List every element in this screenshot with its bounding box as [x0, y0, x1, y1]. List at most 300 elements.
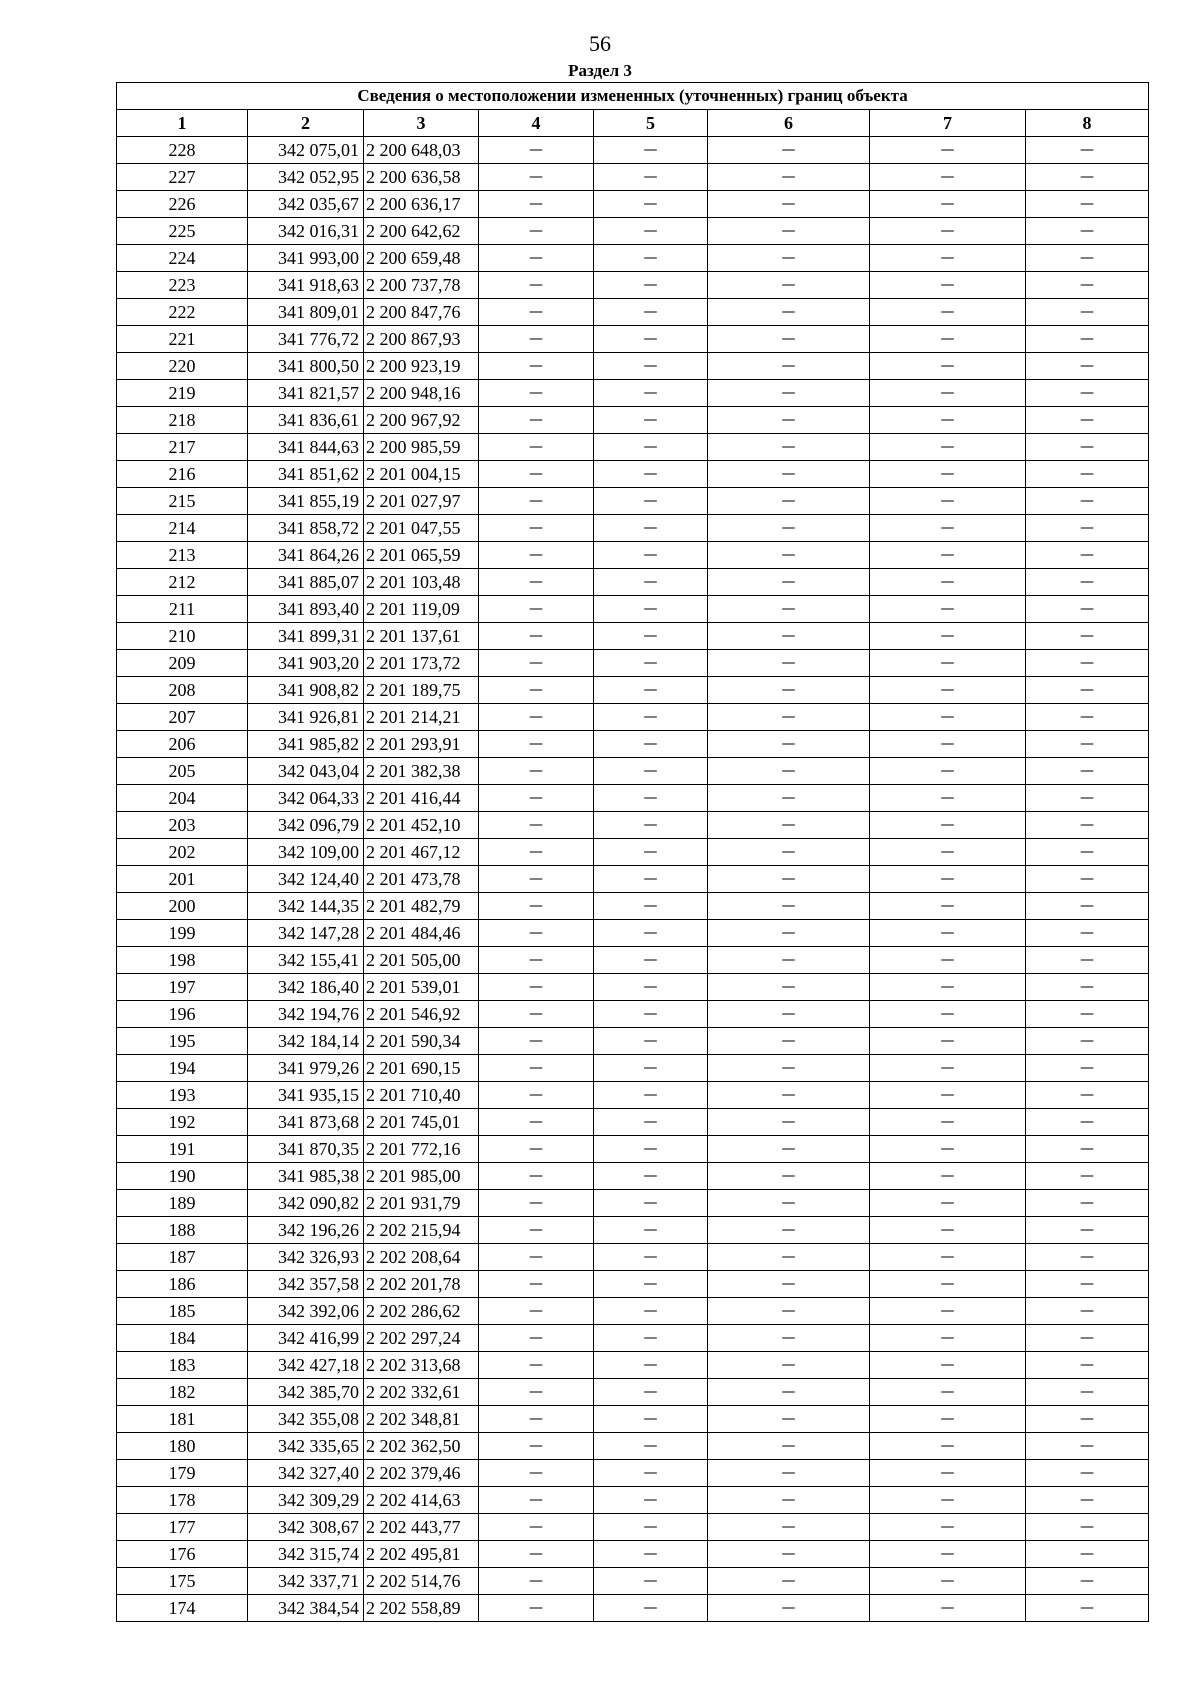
coordinate-y-cell: 2 201 189,75 [364, 677, 479, 704]
point-number-cell: 222 [117, 299, 248, 326]
coordinate-y-cell: 2 201 137,61 [364, 623, 479, 650]
empty-value-cell: — [708, 947, 870, 974]
coordinate-x-cell: 342 384,54 [248, 1595, 364, 1622]
table-row [117, 785, 1149, 812]
empty-value-cell: — [708, 866, 870, 893]
empty-value-cell: — [594, 1406, 708, 1433]
empty-value-cell: — [479, 704, 594, 731]
empty-value-cell: — [1026, 947, 1149, 974]
coordinate-x-cell: 341 873,68 [248, 1109, 364, 1136]
empty-value-cell: — [1026, 1244, 1149, 1271]
empty-value-cell: — [708, 434, 870, 461]
empty-value-cell: — [870, 1406, 1026, 1433]
coordinate-x-cell: 342 326,93 [248, 1244, 364, 1271]
coordinate-y-cell: 2 201 065,59 [364, 542, 479, 569]
table-row [117, 164, 1149, 191]
empty-value-cell: — [479, 515, 594, 542]
empty-value-cell: — [594, 758, 708, 785]
empty-value-cell: — [1026, 380, 1149, 407]
point-number-cell: 226 [117, 191, 248, 218]
empty-value-cell: — [708, 164, 870, 191]
empty-value-cell: — [479, 380, 594, 407]
empty-value-cell: — [594, 272, 708, 299]
empty-value-cell: — [1026, 353, 1149, 380]
empty-value-cell: — [870, 1136, 1026, 1163]
table-row [117, 434, 1149, 461]
empty-value-cell: — [708, 1595, 870, 1622]
table-row [117, 1271, 1149, 1298]
empty-value-cell: — [1026, 704, 1149, 731]
empty-value-cell: — [479, 272, 594, 299]
empty-value-cell: — [1026, 866, 1149, 893]
empty-value-cell: — [1026, 137, 1149, 164]
point-number-cell: 191 [117, 1136, 248, 1163]
coordinate-y-cell: 2 202 208,64 [364, 1244, 479, 1271]
empty-value-cell: — [1026, 461, 1149, 488]
empty-value-cell: — [1026, 1001, 1149, 1028]
empty-value-cell: — [594, 515, 708, 542]
table-row [117, 839, 1149, 866]
empty-value-cell: — [870, 407, 1026, 434]
empty-value-cell: — [1026, 218, 1149, 245]
empty-value-cell: — [594, 218, 708, 245]
empty-value-cell: — [708, 542, 870, 569]
empty-value-cell: — [479, 245, 594, 272]
coordinate-x-cell: 341 893,40 [248, 596, 364, 623]
column-header-7: 7 [870, 110, 1026, 137]
empty-value-cell: — [594, 434, 708, 461]
empty-value-cell: — [870, 245, 1026, 272]
table-row [117, 1487, 1149, 1514]
empty-value-cell: — [870, 1082, 1026, 1109]
coordinate-y-cell: 2 200 985,59 [364, 434, 479, 461]
empty-value-cell: — [870, 1433, 1026, 1460]
coordinate-x-cell: 342 196,26 [248, 1217, 364, 1244]
empty-value-cell: — [479, 1595, 594, 1622]
empty-value-cell: — [594, 407, 708, 434]
empty-value-cell: — [708, 1433, 870, 1460]
coordinate-y-cell: 2 201 473,78 [364, 866, 479, 893]
coordinate-y-cell: 2 200 948,16 [364, 380, 479, 407]
coordinate-y-cell: 2 201 047,55 [364, 515, 479, 542]
empty-value-cell: — [594, 920, 708, 947]
column-header-row [117, 110, 1149, 137]
empty-value-cell: — [479, 569, 594, 596]
coordinate-x-cell: 341 985,82 [248, 731, 364, 758]
empty-value-cell: — [594, 596, 708, 623]
empty-value-cell: — [594, 866, 708, 893]
column-header-2: 2 [248, 110, 364, 137]
coordinate-y-cell: 2 202 332,61 [364, 1379, 479, 1406]
table-row [117, 191, 1149, 218]
coordinate-x-cell: 341 870,35 [248, 1136, 364, 1163]
empty-value-cell: — [870, 893, 1026, 920]
point-number-cell: 224 [117, 245, 248, 272]
point-number-cell: 197 [117, 974, 248, 1001]
coordinate-x-cell: 341 855,19 [248, 488, 364, 515]
empty-value-cell: — [594, 1379, 708, 1406]
point-number-cell: 184 [117, 1325, 248, 1352]
table-row [117, 1541, 1149, 1568]
empty-value-cell: — [479, 1352, 594, 1379]
point-number-cell: 208 [117, 677, 248, 704]
empty-value-cell: — [708, 353, 870, 380]
table-row [117, 1379, 1149, 1406]
point-number-cell: 177 [117, 1514, 248, 1541]
coordinate-y-cell: 2 201 027,97 [364, 488, 479, 515]
coordinate-x-cell: 341 858,72 [248, 515, 364, 542]
empty-value-cell: — [594, 1136, 708, 1163]
coordinate-x-cell: 342 337,71 [248, 1568, 364, 1595]
coordinate-y-cell: 2 200 867,93 [364, 326, 479, 353]
empty-value-cell: — [708, 1082, 870, 1109]
point-number-cell: 201 [117, 866, 248, 893]
empty-value-cell: — [594, 1568, 708, 1595]
coordinate-x-cell: 342 184,14 [248, 1028, 364, 1055]
empty-value-cell: — [479, 812, 594, 839]
table-row [117, 974, 1149, 1001]
coordinate-y-cell: 2 201 293,91 [364, 731, 479, 758]
coordinate-x-cell: 341 864,26 [248, 542, 364, 569]
empty-value-cell: — [594, 1433, 708, 1460]
coordinate-y-cell: 2 202 286,62 [364, 1298, 479, 1325]
point-number-cell: 228 [117, 137, 248, 164]
empty-value-cell: — [594, 353, 708, 380]
table-row [117, 353, 1149, 380]
empty-value-cell: — [479, 1433, 594, 1460]
coordinate-x-cell: 342 147,28 [248, 920, 364, 947]
table-row [117, 866, 1149, 893]
empty-value-cell: — [870, 1298, 1026, 1325]
point-number-cell: 190 [117, 1163, 248, 1190]
empty-value-cell: — [708, 407, 870, 434]
empty-value-cell: — [870, 299, 1026, 326]
coordinate-y-cell: 2 200 659,48 [364, 245, 479, 272]
empty-value-cell: — [479, 650, 594, 677]
coordinate-x-cell: 341 979,26 [248, 1055, 364, 1082]
table-row [117, 758, 1149, 785]
point-number-cell: 213 [117, 542, 248, 569]
table-row [117, 1298, 1149, 1325]
empty-value-cell: — [708, 1487, 870, 1514]
empty-value-cell: — [479, 758, 594, 785]
coordinate-x-cell: 342 194,76 [248, 1001, 364, 1028]
empty-value-cell: — [870, 812, 1026, 839]
empty-value-cell: — [708, 704, 870, 731]
empty-value-cell: — [708, 1244, 870, 1271]
table-row [117, 488, 1149, 515]
empty-value-cell: — [1026, 1433, 1149, 1460]
empty-value-cell: — [870, 1001, 1026, 1028]
coordinate-y-cell: 2 200 636,58 [364, 164, 479, 191]
point-number-cell: 214 [117, 515, 248, 542]
empty-value-cell: — [479, 839, 594, 866]
table-row [117, 947, 1149, 974]
empty-value-cell: — [1026, 623, 1149, 650]
empty-value-cell: — [479, 1406, 594, 1433]
table-row [117, 461, 1149, 488]
table-row [117, 1001, 1149, 1028]
empty-value-cell: — [708, 1163, 870, 1190]
point-number-cell: 206 [117, 731, 248, 758]
point-number-cell: 199 [117, 920, 248, 947]
empty-value-cell: — [870, 1352, 1026, 1379]
empty-value-cell: — [870, 1244, 1026, 1271]
empty-value-cell: — [594, 1487, 708, 1514]
empty-value-cell: — [708, 1460, 870, 1487]
empty-value-cell: — [594, 623, 708, 650]
empty-value-cell: — [594, 974, 708, 1001]
empty-value-cell: — [594, 1271, 708, 1298]
empty-value-cell: — [479, 1028, 594, 1055]
empty-value-cell: — [870, 1163, 1026, 1190]
coordinate-x-cell: 342 392,06 [248, 1298, 364, 1325]
empty-value-cell: — [870, 137, 1026, 164]
empty-value-cell: — [479, 1460, 594, 1487]
coordinate-x-cell: 341 885,07 [248, 569, 364, 596]
point-number-cell: 188 [117, 1217, 248, 1244]
empty-value-cell: — [479, 974, 594, 1001]
empty-value-cell: — [708, 299, 870, 326]
empty-value-cell: — [1026, 731, 1149, 758]
empty-value-cell: — [1026, 785, 1149, 812]
coordinate-x-cell: 342 109,00 [248, 839, 364, 866]
table-row [117, 1460, 1149, 1487]
table-row [117, 137, 1149, 164]
point-number-cell: 189 [117, 1190, 248, 1217]
coordinate-x-cell: 341 926,81 [248, 704, 364, 731]
coordinate-y-cell: 2 201 745,01 [364, 1109, 479, 1136]
table-row [117, 812, 1149, 839]
column-header-6: 6 [708, 110, 870, 137]
coordinate-y-cell: 2 201 546,92 [364, 1001, 479, 1028]
point-number-cell: 223 [117, 272, 248, 299]
coordinate-x-cell: 342 355,08 [248, 1406, 364, 1433]
coordinate-y-cell: 2 201 484,46 [364, 920, 479, 947]
empty-value-cell: — [594, 1298, 708, 1325]
point-number-cell: 194 [117, 1055, 248, 1082]
table-row [117, 1325, 1149, 1352]
empty-value-cell: — [870, 596, 1026, 623]
point-number-cell: 198 [117, 947, 248, 974]
empty-value-cell: — [479, 893, 594, 920]
empty-value-cell: — [708, 326, 870, 353]
empty-value-cell: — [870, 623, 1026, 650]
empty-value-cell: — [594, 164, 708, 191]
table-row [117, 1055, 1149, 1082]
empty-value-cell: — [870, 461, 1026, 488]
coordinate-x-cell: 341 776,72 [248, 326, 364, 353]
empty-value-cell: — [870, 1514, 1026, 1541]
empty-value-cell: — [1026, 326, 1149, 353]
empty-value-cell: — [1026, 596, 1149, 623]
point-number-cell: 196 [117, 1001, 248, 1028]
empty-value-cell: — [479, 1541, 594, 1568]
empty-value-cell: — [479, 677, 594, 704]
empty-value-cell: — [594, 1460, 708, 1487]
table-row [117, 920, 1149, 947]
empty-value-cell: — [594, 1352, 708, 1379]
empty-value-cell: — [870, 1460, 1026, 1487]
coordinate-y-cell: 2 201 505,00 [364, 947, 479, 974]
empty-value-cell: — [1026, 974, 1149, 1001]
empty-value-cell: — [479, 1109, 594, 1136]
empty-value-cell: — [594, 704, 708, 731]
table-row [117, 1082, 1149, 1109]
point-number-cell: 227 [117, 164, 248, 191]
empty-value-cell: — [708, 623, 870, 650]
point-number-cell: 216 [117, 461, 248, 488]
point-number-cell: 174 [117, 1595, 248, 1622]
empty-value-cell: — [479, 1271, 594, 1298]
empty-value-cell: — [479, 1055, 594, 1082]
coordinate-x-cell: 341 821,57 [248, 380, 364, 407]
coordinate-x-cell: 341 809,01 [248, 299, 364, 326]
empty-value-cell: — [708, 920, 870, 947]
coordinate-y-cell: 2 201 539,01 [364, 974, 479, 1001]
empty-value-cell: — [1026, 245, 1149, 272]
coordinate-y-cell: 2 200 967,92 [364, 407, 479, 434]
empty-value-cell: — [1026, 1163, 1149, 1190]
empty-value-cell: — [870, 1379, 1026, 1406]
empty-value-cell: — [1026, 1217, 1149, 1244]
empty-value-cell: — [1026, 1298, 1149, 1325]
empty-value-cell: — [594, 191, 708, 218]
coordinate-x-cell: 342 155,41 [248, 947, 364, 974]
empty-value-cell: — [708, 785, 870, 812]
empty-value-cell: — [870, 920, 1026, 947]
empty-value-cell: — [870, 1487, 1026, 1514]
point-number-cell: 220 [117, 353, 248, 380]
empty-value-cell: — [1026, 164, 1149, 191]
coordinate-y-cell: 2 201 467,12 [364, 839, 479, 866]
point-number-cell: 187 [117, 1244, 248, 1271]
page-number: 56 [589, 31, 611, 56]
empty-value-cell: — [594, 569, 708, 596]
empty-value-cell: — [870, 650, 1026, 677]
empty-value-cell: — [594, 812, 708, 839]
empty-value-cell: — [479, 1082, 594, 1109]
table-row [117, 569, 1149, 596]
point-number-cell: 217 [117, 434, 248, 461]
empty-value-cell: — [594, 380, 708, 407]
empty-value-cell: — [479, 920, 594, 947]
coordinate-x-cell: 342 308,67 [248, 1514, 364, 1541]
coordinate-x-cell: 342 335,65 [248, 1433, 364, 1460]
coordinate-x-cell: 341 918,63 [248, 272, 364, 299]
empty-value-cell: — [708, 488, 870, 515]
empty-value-cell: — [870, 164, 1026, 191]
empty-value-cell: — [479, 1136, 594, 1163]
coordinate-y-cell: 2 200 636,17 [364, 191, 479, 218]
coordinate-x-cell: 341 908,82 [248, 677, 364, 704]
coordinate-y-cell: 2 201 690,15 [364, 1055, 479, 1082]
point-number-cell: 210 [117, 623, 248, 650]
coordinate-x-cell: 341 800,50 [248, 353, 364, 380]
coordinate-x-cell: 342 427,18 [248, 1352, 364, 1379]
empty-value-cell: — [479, 1487, 594, 1514]
empty-value-cell: — [1026, 839, 1149, 866]
empty-value-cell: — [594, 785, 708, 812]
point-number-cell: 180 [117, 1433, 248, 1460]
empty-value-cell: — [870, 326, 1026, 353]
table-caption: Сведения о местоположении измененных (уточненных) границ объекта [117, 83, 1149, 110]
table-row [117, 218, 1149, 245]
empty-value-cell: — [479, 1568, 594, 1595]
coordinate-y-cell: 2 201 416,44 [364, 785, 479, 812]
empty-value-cell: — [870, 272, 1026, 299]
table-row [117, 1406, 1149, 1433]
empty-value-cell: — [708, 1271, 870, 1298]
column-header-8: 8 [1026, 110, 1149, 137]
table-row [117, 1109, 1149, 1136]
empty-value-cell: — [479, 542, 594, 569]
empty-value-cell: — [708, 1001, 870, 1028]
point-number-cell: 225 [117, 218, 248, 245]
coordinate-x-cell: 342 385,70 [248, 1379, 364, 1406]
coordinate-x-cell: 342 416,99 [248, 1325, 364, 1352]
coordinate-y-cell: 2 201 710,40 [364, 1082, 479, 1109]
empty-value-cell: — [708, 1109, 870, 1136]
coordinate-y-cell: 2 201 103,48 [364, 569, 479, 596]
empty-value-cell: — [594, 299, 708, 326]
empty-value-cell: — [1026, 1055, 1149, 1082]
coordinate-x-cell: 342 043,04 [248, 758, 364, 785]
empty-value-cell: — [708, 839, 870, 866]
empty-value-cell: — [708, 380, 870, 407]
empty-value-cell: — [870, 488, 1026, 515]
empty-value-cell: — [479, 1298, 594, 1325]
empty-value-cell: — [870, 434, 1026, 461]
empty-value-cell: — [479, 1163, 594, 1190]
empty-value-cell: — [1026, 1082, 1149, 1109]
coordinate-y-cell: 2 202 514,76 [364, 1568, 479, 1595]
empty-value-cell: — [479, 1379, 594, 1406]
table-body [117, 137, 1149, 1622]
table-row [117, 542, 1149, 569]
empty-value-cell: — [1026, 1325, 1149, 1352]
empty-value-cell: — [1026, 299, 1149, 326]
empty-value-cell: — [870, 380, 1026, 407]
empty-value-cell: — [870, 1028, 1026, 1055]
point-number-cell: 221 [117, 326, 248, 353]
empty-value-cell: — [1026, 272, 1149, 299]
empty-value-cell: — [594, 1325, 708, 1352]
point-number-cell: 203 [117, 812, 248, 839]
table-row [117, 623, 1149, 650]
empty-value-cell: — [594, 947, 708, 974]
coordinate-y-cell: 2 202 201,78 [364, 1271, 479, 1298]
empty-value-cell: — [594, 893, 708, 920]
empty-value-cell: — [1026, 893, 1149, 920]
empty-value-cell: — [708, 515, 870, 542]
coordinate-x-cell: 342 035,67 [248, 191, 364, 218]
empty-value-cell: — [1026, 1271, 1149, 1298]
coordinate-y-cell: 2 202 414,63 [364, 1487, 479, 1514]
coordinate-x-cell: 342 124,40 [248, 866, 364, 893]
empty-value-cell: — [479, 785, 594, 812]
empty-value-cell: — [1026, 569, 1149, 596]
table-row [117, 596, 1149, 623]
coordinate-y-cell: 2 202 362,50 [364, 1433, 479, 1460]
coordinate-y-cell: 2 201 590,34 [364, 1028, 479, 1055]
empty-value-cell: — [870, 677, 1026, 704]
empty-value-cell: — [1026, 1028, 1149, 1055]
empty-value-cell: — [594, 245, 708, 272]
empty-value-cell: — [1026, 1190, 1149, 1217]
empty-value-cell: — [708, 893, 870, 920]
empty-value-cell: — [708, 1028, 870, 1055]
